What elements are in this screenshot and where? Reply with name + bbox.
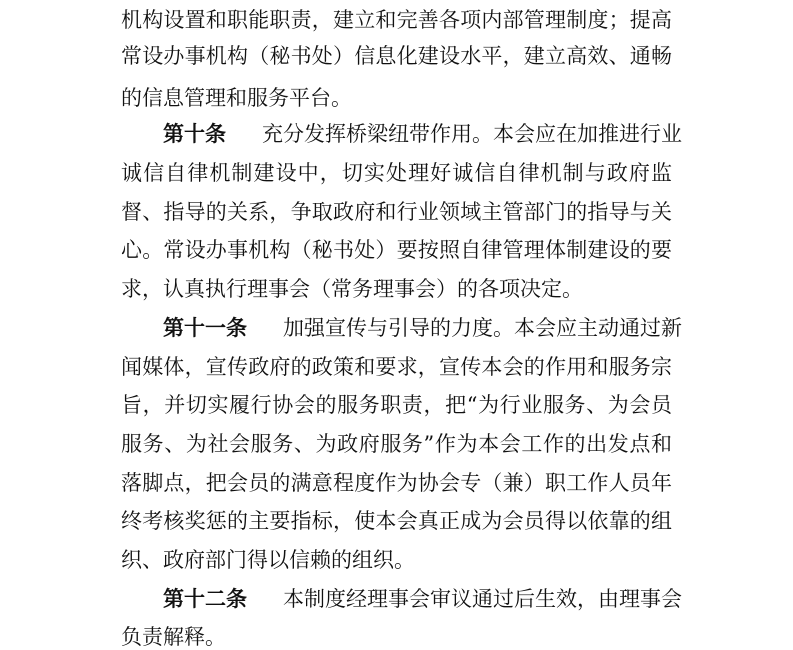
text-line: 闻媒体，宣传政府的政策和要求，宣传本会的作用和服务宗 [121, 355, 672, 379]
text-line: 负责解释。 [121, 625, 226, 649]
article-heading: 第十二条 [163, 587, 247, 611]
text-line: 充分发挥桥梁纽带作用。本会应在加推进行业 [262, 122, 682, 146]
article-heading: 第十一条 [163, 316, 247, 340]
text-line: 诚信自律机制建设中，切实处理好诚信自律机制与政府监 [121, 161, 672, 185]
article-first-line [163, 122, 682, 146]
text-line: 加强宣传与引导的力度。本会应主动通过新 [283, 316, 682, 340]
text-line: 求，认真执行理事会（常务理事会）的各项决定。 [121, 277, 583, 301]
article-first-line [163, 316, 682, 340]
text-line: 常设办事机构（秘书处）信息化建设水平，建立高效、通畅 [121, 44, 672, 68]
text-line: 落脚点，把会员的满意程度作为协会专（兼）职工作人员年 [121, 471, 672, 495]
text-line: 心。常设办事机构（秘书处）要按照自律管理体制建设的要 [121, 238, 672, 262]
article-first-line [163, 587, 682, 611]
text-line: 机构设置和职能职责，建立和完善各项内部管理制度；提高 [121, 8, 672, 32]
text-line: 督、指导的关系，争取政府和行业领域主管部门的指导与关 [121, 200, 672, 224]
text-line: 服务、为社会服务、为政府服务”作为本会工作的出发点和 [121, 432, 672, 456]
text-line: 的信息管理和服务平台。 [121, 86, 352, 110]
article-heading: 第十条 [163, 122, 226, 146]
text-line: 织、政府部门得以信赖的组织。 [121, 548, 415, 572]
text-line: 本制度经理事会审议通过后生效，由理事会 [283, 587, 682, 611]
text-line: 旨，并切实履行协会的服务职责，把“为行业服务、为会员 [121, 393, 672, 417]
text-line: 终考核奖惩的主要指标，使本会真正成为会员得以依靠的组 [121, 509, 672, 533]
